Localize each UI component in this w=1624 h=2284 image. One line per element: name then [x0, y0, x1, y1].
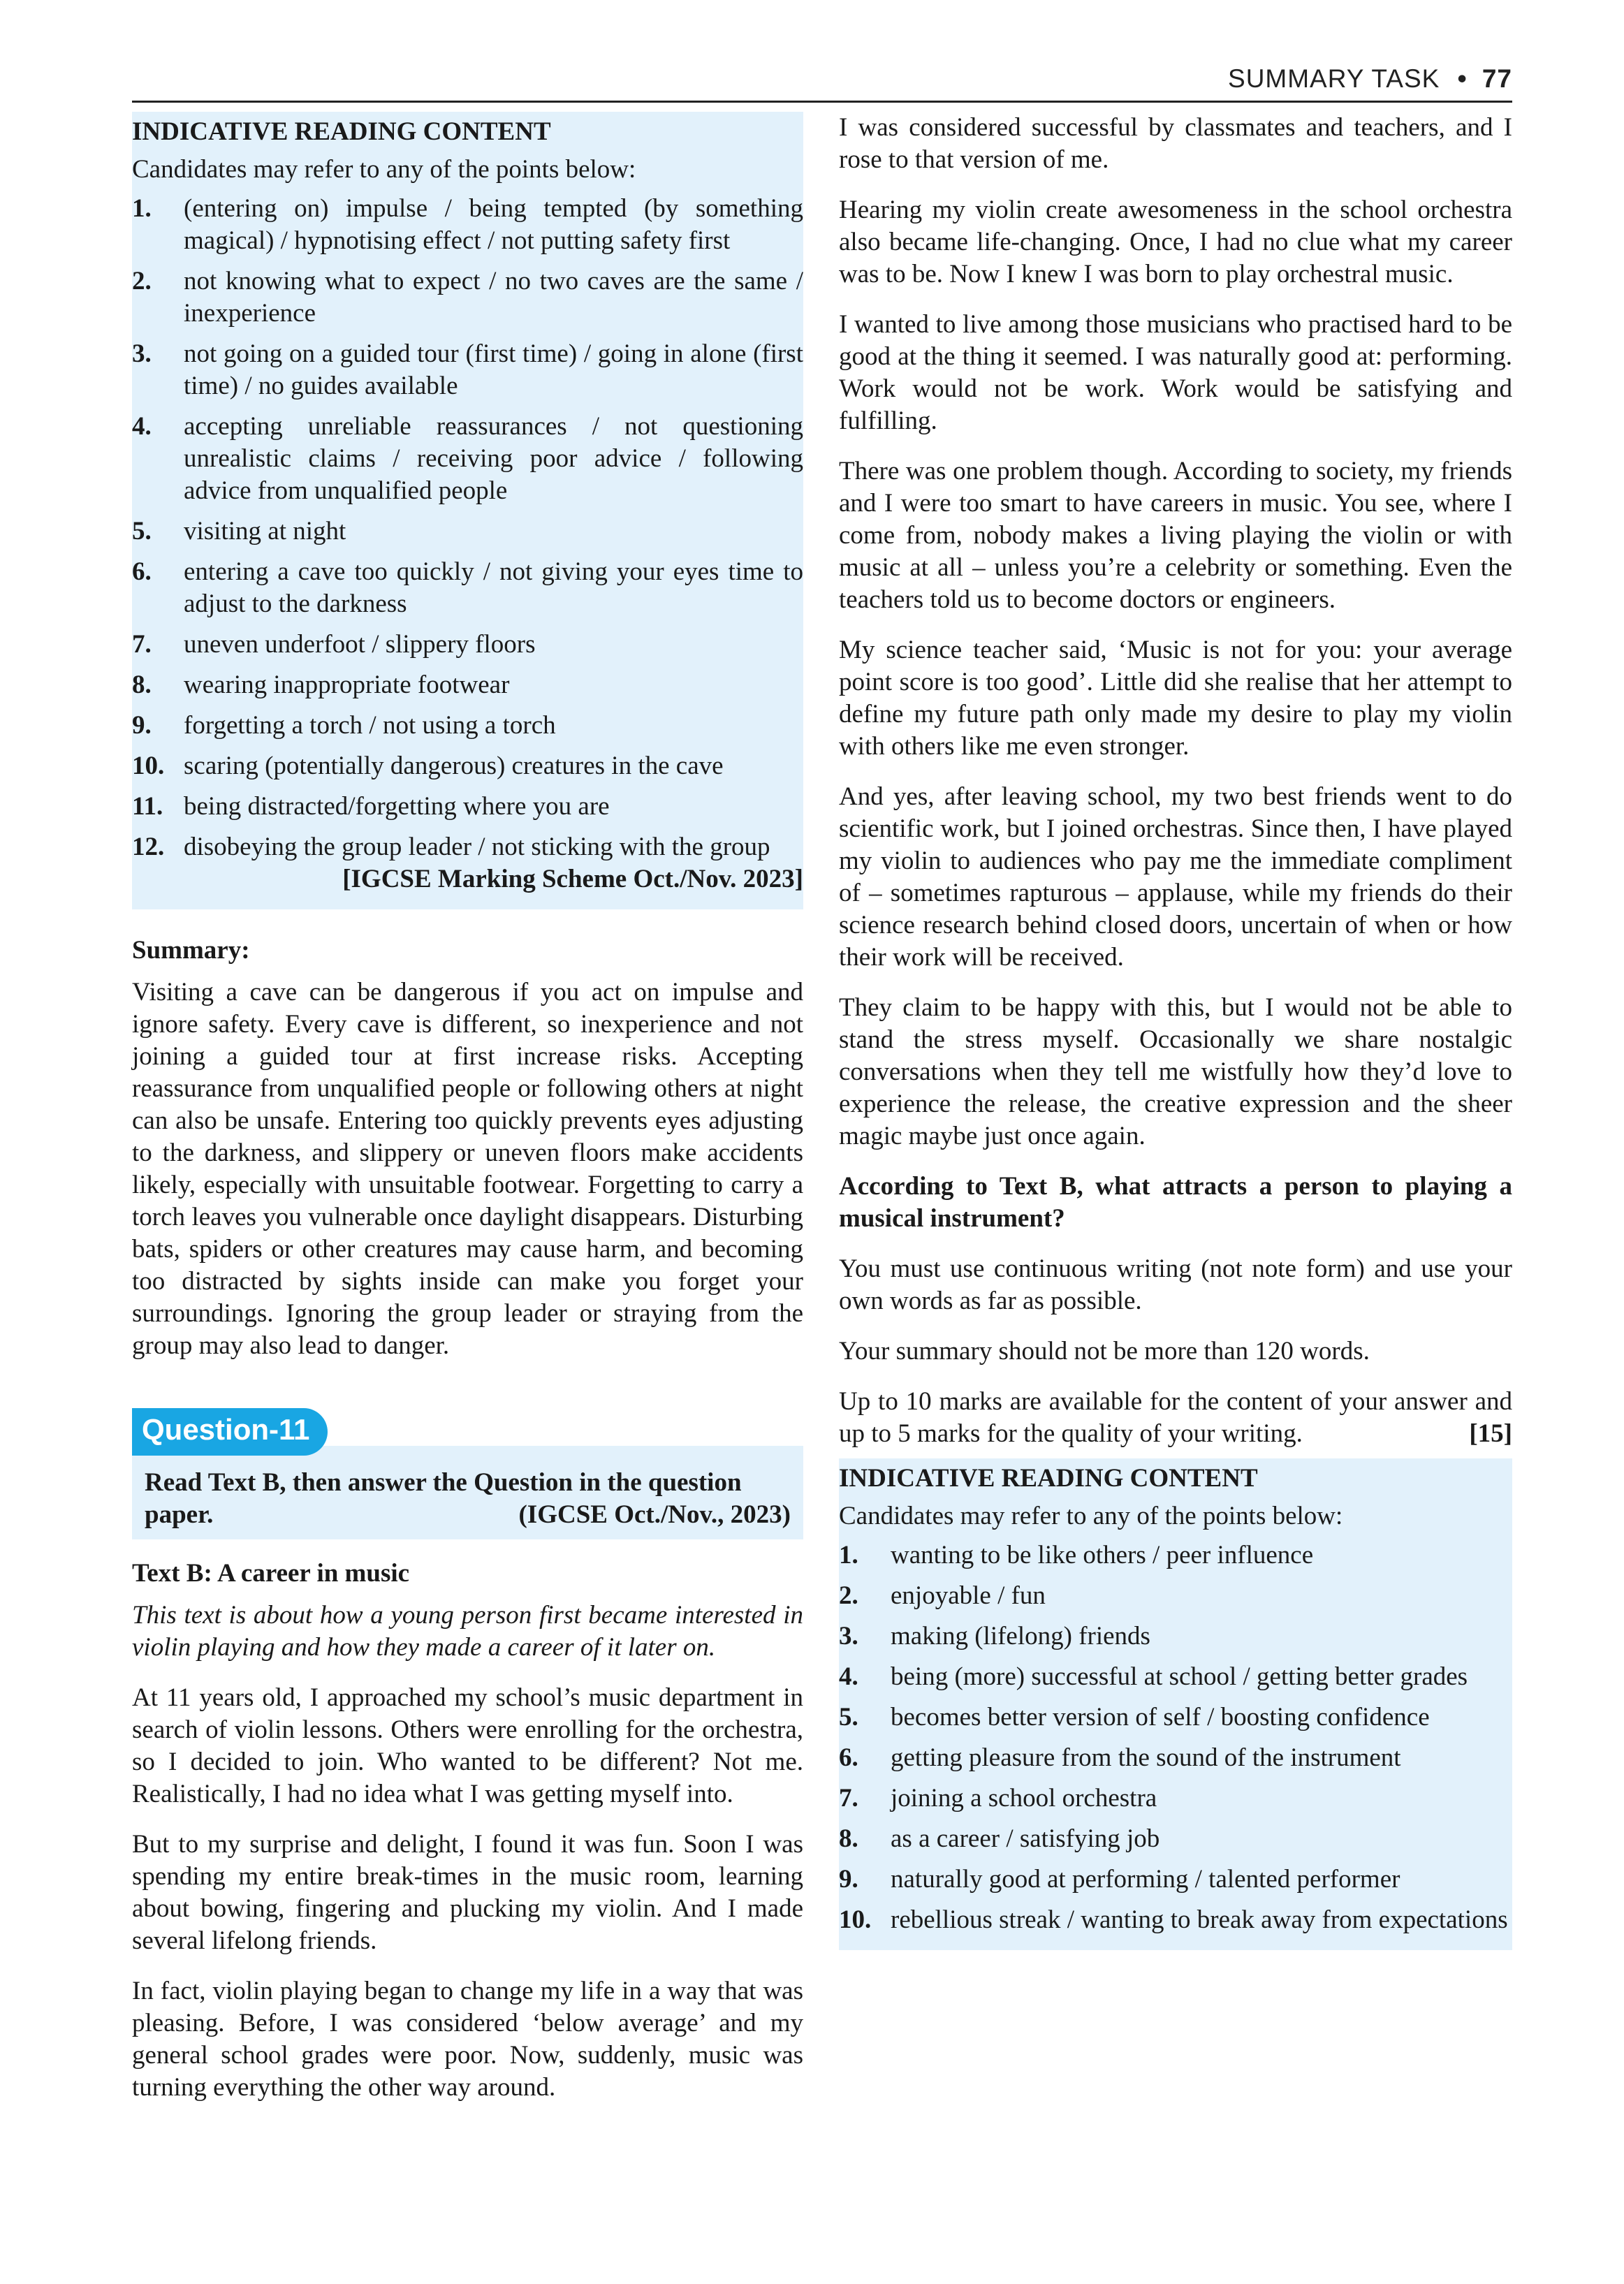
list-item	[132, 710, 803, 742]
item-text: forgetting a torch / not using a torch	[184, 711, 556, 740]
indicative-content-box-2	[839, 1458, 1512, 1950]
list-item	[132, 515, 803, 548]
points-list	[132, 193, 803, 895]
list-item	[132, 411, 803, 507]
item-text: making (lifelong) friends	[891, 1622, 1150, 1650]
text-b-paragraph: And yes, after leaving school, my two best friends went to do scientific work, but I joined orchestras. Since then, I have played my violin to audiences who pay me the immediate compliment of – sometimes rapturous – applause, while my friends do their science research behind closed doors, uncertain of when or how their work will be received.	[839, 782, 1512, 972]
item-number: 6.	[132, 557, 152, 586]
text-b-paragraph: Hearing my violin create awesomeness in the school orchestra also became life-changing. Once, I had no clue what my career was to be. Now I knew I was born to play orchestral music.	[839, 196, 1512, 288]
box-title: INDICATIVE READING CONTENT	[839, 1464, 1258, 1493]
list-item	[132, 556, 803, 620]
item-number: 6.	[839, 1743, 858, 1772]
list-item	[132, 629, 803, 661]
list-item	[839, 1580, 1512, 1612]
item-number: 9.	[839, 1865, 858, 1894]
item-text: (entering on) impulse / being tempted (by something magical) / hypnotising effect / not putting safety first	[184, 194, 803, 255]
text-b-intro: This text is about how a young person first became interested in violin playing and how they made a career of it later on.	[132, 1601, 803, 1662]
list-item	[839, 1782, 1512, 1815]
question-box	[132, 1446, 803, 1539]
left-column	[132, 112, 803, 2122]
list-item	[132, 338, 803, 402]
text-b-paragraph: They claim to be happy with this, but I would not be able to stand the stress myself. Occasionally we share nostalgic conversations when they tell me wistfully how they’d love to experience the release, the creative expression and the sheer magic maybe just once again.	[839, 993, 1512, 1150]
item-text: not going on a guided tour (first time) / going in alone (first time) / no guides available	[184, 339, 803, 400]
list-item	[132, 669, 803, 701]
item-text: being distracted/forgetting where you are	[184, 792, 610, 821]
marks-info	[839, 1386, 1512, 1450]
right-column	[839, 112, 1512, 1950]
question-badge: Question-11	[132, 1408, 328, 1456]
item-number: 7.	[839, 1784, 858, 1813]
list-item	[132, 750, 803, 782]
item-text: being (more) successful at school / getting better grades	[891, 1662, 1468, 1691]
points-list	[839, 1539, 1512, 1936]
item-text: visiting at night	[184, 517, 346, 546]
task-question: According to Text B, what attracts a person to playing a musical instrument?	[839, 1172, 1512, 1233]
item-text: as a career / satisfying job	[891, 1824, 1160, 1853]
item-number: 4.	[839, 1662, 858, 1691]
item-number: 4.	[132, 412, 152, 441]
list-item	[839, 1701, 1512, 1734]
page-number: 77	[1482, 64, 1512, 93]
text-b-paragraph: But to my surprise and delight, I found it was fun. Soon I was spending my entire break-times in the music room, learning about bowing, fingering and plucking my violin. And I made several lifelong friends.	[132, 1830, 803, 1955]
item-number: 3.	[132, 339, 152, 368]
list-item	[839, 1823, 1512, 1855]
text-b-paragraph: In fact, violin playing began to change my life in a way that was pleasing. Before, I was considered ‘below average’ and my general school grades were poor. Now, suddenly, music was turning everything the other way around.	[132, 1977, 803, 2102]
item-number: 2.	[839, 1581, 858, 1610]
summary-heading: Summary:	[132, 936, 250, 965]
list-item	[132, 265, 803, 330]
bullet-separator: •	[1457, 64, 1468, 93]
item-number: 11.	[132, 792, 163, 821]
question-source: (IGCSE Oct./Nov., 2023)	[518, 1500, 791, 1529]
instruction: You must use continuous writing (not note form) and use your own words as far as possible.	[839, 1254, 1512, 1315]
item-text: disobeying the group leader / not sticking with the group	[184, 833, 770, 861]
item-text: wearing inappropriate footwear	[184, 671, 510, 699]
item-text: accepting unreliable reassurances / not questioning unrealistic claims / receiving poor advice / following advice from unqualified people	[184, 412, 803, 505]
item-number: 10.	[132, 752, 165, 780]
box-intro: Candidates may refer to any of the points below:	[132, 155, 636, 184]
indicative-content-box-1	[132, 112, 803, 909]
source-citation: [IGCSE Marking Scheme Oct./Nov. 2023]	[342, 865, 803, 893]
item-number: 7.	[132, 630, 152, 659]
text-b-paragraph: There was one problem though. According to society, my friends and I were too smart to have careers in music. You see, where I come from, nobody makes a living playing the violin or with music at all – unless you’re a celebrity or something. Even the teachers told us to become doctors or engineers.	[839, 457, 1512, 614]
item-text: rebellious streak / wanting to break away from expectations	[891, 1905, 1508, 1934]
item-text: getting pleasure from the sound of the instrument	[891, 1743, 1401, 1772]
item-text: joining a school orchestra	[891, 1784, 1157, 1813]
item-text: naturally good at performing / talented performer	[891, 1865, 1400, 1894]
list-item	[839, 1864, 1512, 1896]
item-text: becomes better version of self / boosting confidence	[891, 1703, 1430, 1732]
item-number: 1.	[132, 194, 152, 223]
list-item	[839, 1661, 1512, 1693]
question-line-2: paper.	[145, 1500, 214, 1529]
item-number: 5.	[132, 517, 152, 546]
page-header	[132, 64, 1512, 103]
marks-text: Up to 10 marks are available for the content of your answer and up to 5 marks for the quality of your writing.	[839, 1387, 1512, 1448]
list-item	[839, 1904, 1512, 1936]
item-text: scaring (potentially dangerous) creatures in the cave	[184, 752, 724, 780]
text-b-paragraph: At 11 years old, I approached my school’s music department in search of violin lessons. Others were enrolling for the orchestra, so I decided to join. Who wanted to be different? Not me. Realistically, I had no idea what I was getting myself into.	[132, 1683, 803, 1808]
item-text: uneven underfoot / slippery floors	[184, 630, 536, 659]
section-title: SUMMARY TASK	[1228, 64, 1440, 93]
text-b-paragraph: I was considered successful by classmates and teachers, and I rose to that version of me.	[839, 113, 1512, 174]
item-number: 5.	[839, 1703, 858, 1732]
list-item	[839, 1620, 1512, 1653]
item-number: 3.	[839, 1622, 858, 1650]
item-text: entering a cave too quickly / not giving your eyes time to adjust to the darkness	[184, 557, 803, 618]
marks-total: [15]	[1469, 1419, 1512, 1448]
question-line-1: Read Text B, then answer the Question in the question	[145, 1468, 742, 1497]
item-number: 10.	[839, 1905, 872, 1934]
instruction: Your summary should not be more than 120 words.	[839, 1337, 1370, 1366]
list-item	[132, 831, 803, 895]
item-text: not knowing what to expect / no two caves are the same / inexperience	[184, 267, 803, 328]
list-item	[132, 791, 803, 823]
item-number: 12.	[132, 833, 165, 861]
box-title: INDICATIVE READING CONTENT	[132, 117, 551, 146]
list-item	[132, 193, 803, 257]
item-number: 8.	[839, 1824, 858, 1853]
text-b-heading: Text B: A career in music	[132, 1559, 410, 1588]
item-text: wanting to be like others / peer influence	[891, 1541, 1314, 1569]
summary-paragraph: Visiting a cave can be dangerous if you act on impulse and ignore safety. Every cave is different, so inexperience and not joining a guided tour at first increase risks. Accepting reassurance from unqualified people or following others at night can also be unsafe. Entering too quickly prevents eyes adjusting to the darkness, and slippery or uneven floors make accidents likely, especially with unsuitable footwear. Forgetting to carry a torch leaves you vulnerable once daylight disappears. Disturbing bats, spiders or other creatures may cause harm, and becoming too distracted by sights inside can make you forget your surroundings. Ignoring the group leader or straying from the group may also lead to danger.	[132, 978, 803, 1360]
text-b-paragraph: I wanted to live among those musicians who practised hard to be good at the thing it seemed. I was naturally good at: performing. Work would not be work. Work would be satisfying and fulfilling.	[839, 310, 1512, 435]
text-b-paragraph: My science teacher said, ‘Music is not for you: your average point score is too good’. Little did she realise that her attempt to define my future path only made my desire to play my violin with others like me even stronger.	[839, 636, 1512, 761]
item-number: 2.	[132, 267, 152, 295]
item-number: 9.	[132, 711, 152, 740]
item-text: enjoyable / fun	[891, 1581, 1046, 1610]
box-intro: Candidates may refer to any of the points below:	[839, 1502, 1343, 1530]
item-number: 8.	[132, 671, 152, 699]
list-item	[839, 1742, 1512, 1774]
list-item	[839, 1539, 1512, 1572]
item-number: 1.	[839, 1541, 858, 1569]
